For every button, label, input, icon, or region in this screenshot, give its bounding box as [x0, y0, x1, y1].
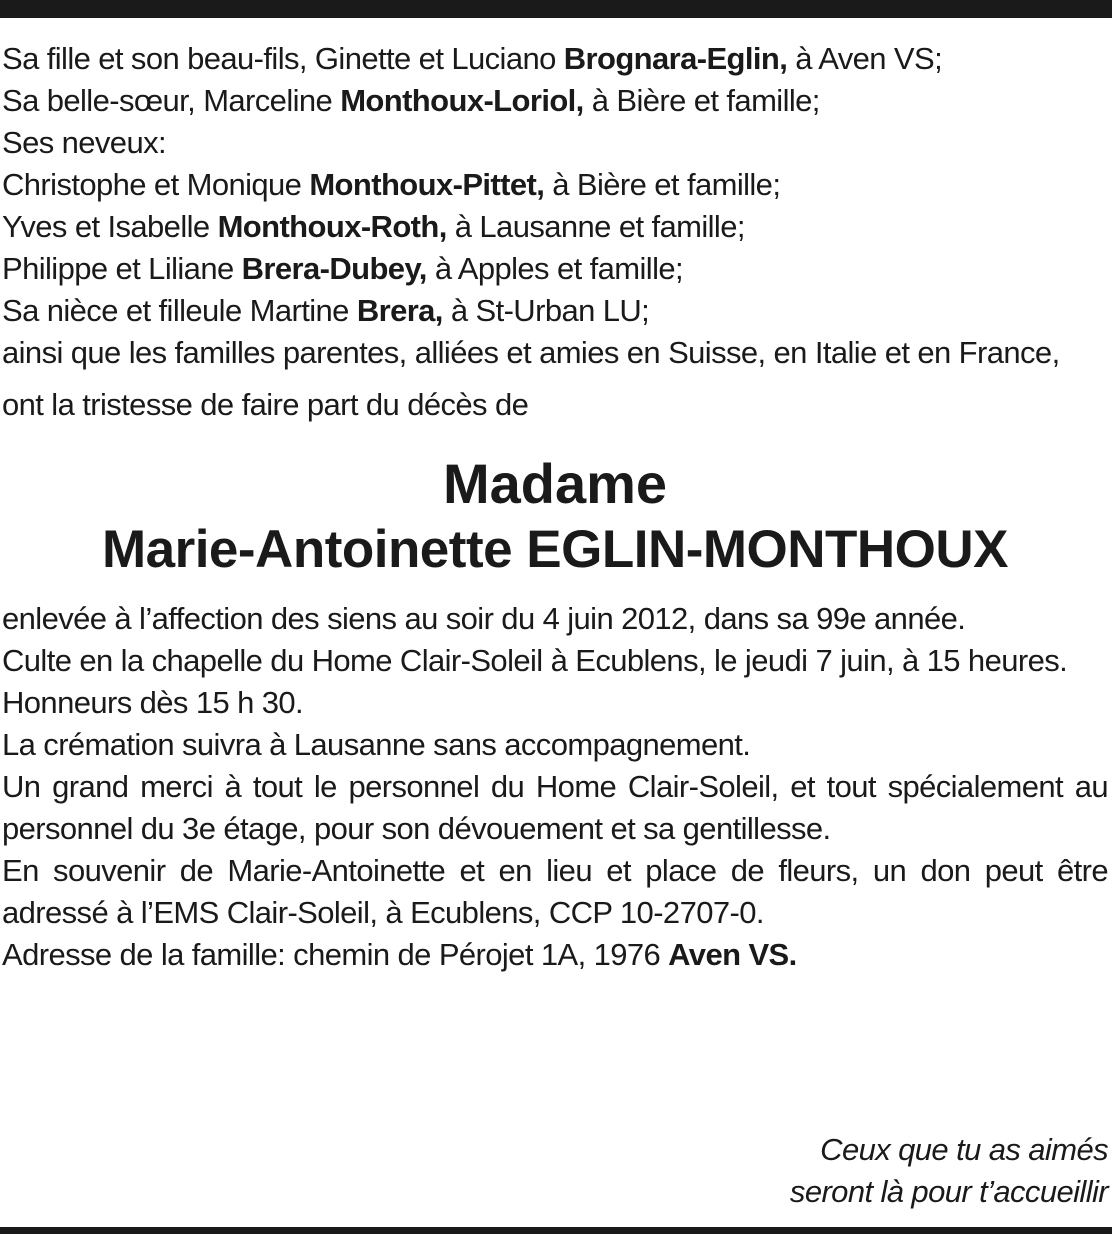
cremation-line: La crémation suivra à Lausanne sans accompagnement. — [2, 727, 751, 762]
family-location: à Bière et famille; — [544, 167, 781, 202]
family-line-text: Sa nièce et filleule Martine — [2, 293, 357, 328]
family-location: à Lausanne et famille; — [446, 209, 745, 244]
announcement-line: ont la tristesse de faire part du décès de — [2, 387, 529, 422]
family-location: à St-Urban LU; — [442, 293, 650, 328]
thanks-paragraph: Un grand merci à tout le personnel du Home Clair-Soleil, et tout spécialement au personnel du 3e étage, pour son dévouement et sa gentillesse. — [2, 769, 1108, 846]
family-location: à Aven VS; — [787, 41, 943, 76]
quote-line-2: seront là pour t’accueillir — [789, 1174, 1108, 1209]
extended-family-paragraph: ainsi que les familles parentes, alliées et amies en Suisse, en Italie et en France, — [2, 335, 1060, 370]
address-town: Aven VS. — [668, 937, 797, 972]
family-line-text: Christophe et Monique — [2, 167, 310, 202]
family-line-nephew-3 — [2, 248, 1108, 290]
family-line-daughter — [2, 38, 1108, 80]
address-text: Adresse de la famille: chemin de Pérojet 1A, 1976 — [2, 937, 669, 972]
closing-quote — [790, 1129, 1108, 1213]
family-line-niece — [2, 290, 1108, 332]
deceased-name: Marie-Antoinette EGLIN-MONTHOUX — [101, 520, 1009, 579]
family-line-text: Sa belle-sœur, Marceline — [2, 83, 341, 118]
nephews-heading: Ses neveux: — [2, 125, 167, 160]
family-surname: Monthoux-Pittet, — [309, 167, 545, 202]
service-paragraph: Culte en la chapelle du Home Clair-Soleil à Ecublens, le jeudi 7 juin, à 15 heures. — [2, 643, 1068, 678]
family-line-nephew-2 — [2, 206, 1108, 248]
family-location: à Apples et famille; — [426, 251, 684, 286]
family-address — [2, 934, 1108, 976]
family-surname: Monthoux-Roth, — [217, 209, 447, 244]
deceased-title — [2, 452, 1108, 584]
family-location: à Bière et famille; — [583, 83, 820, 118]
family-surname: Brera, — [356, 293, 443, 328]
death-notice: enlevée à l’affection des siens au soir du 4 juin 2012, dans sa 99e année. — [2, 601, 966, 636]
quote-line-1: Ceux que tu as aimés — [820, 1132, 1108, 1167]
deceased-salutation: Madame — [442, 452, 668, 515]
obituary-body — [2, 38, 1108, 976]
family-line-text: Yves et Isabelle — [2, 209, 218, 244]
bottom-rule — [0, 1227, 1112, 1234]
family-line-nephew-1 — [2, 164, 1108, 206]
family-line-sister-in-law — [2, 80, 1108, 122]
donation-paragraph: En souvenir de Marie-Antoinette et en lieu et place de fleurs, un don peut être adressé à l’EMS Clair-Soleil, à Ecublens, CCP 10-2707-0. — [2, 853, 1108, 930]
honours-line: Honneurs dès 15 h 30. — [2, 685, 304, 720]
top-rule — [0, 0, 1112, 18]
family-line-text: Sa fille et son beau-fils, Ginette et Luciano — [2, 41, 564, 76]
family-surname: Brognara-Eglin, — [563, 41, 788, 76]
family-surname: Brera-Dubey, — [241, 251, 427, 286]
family-line-text: Philippe et Liliane — [2, 251, 242, 286]
family-surname: Monthoux-Loriol, — [340, 83, 584, 118]
